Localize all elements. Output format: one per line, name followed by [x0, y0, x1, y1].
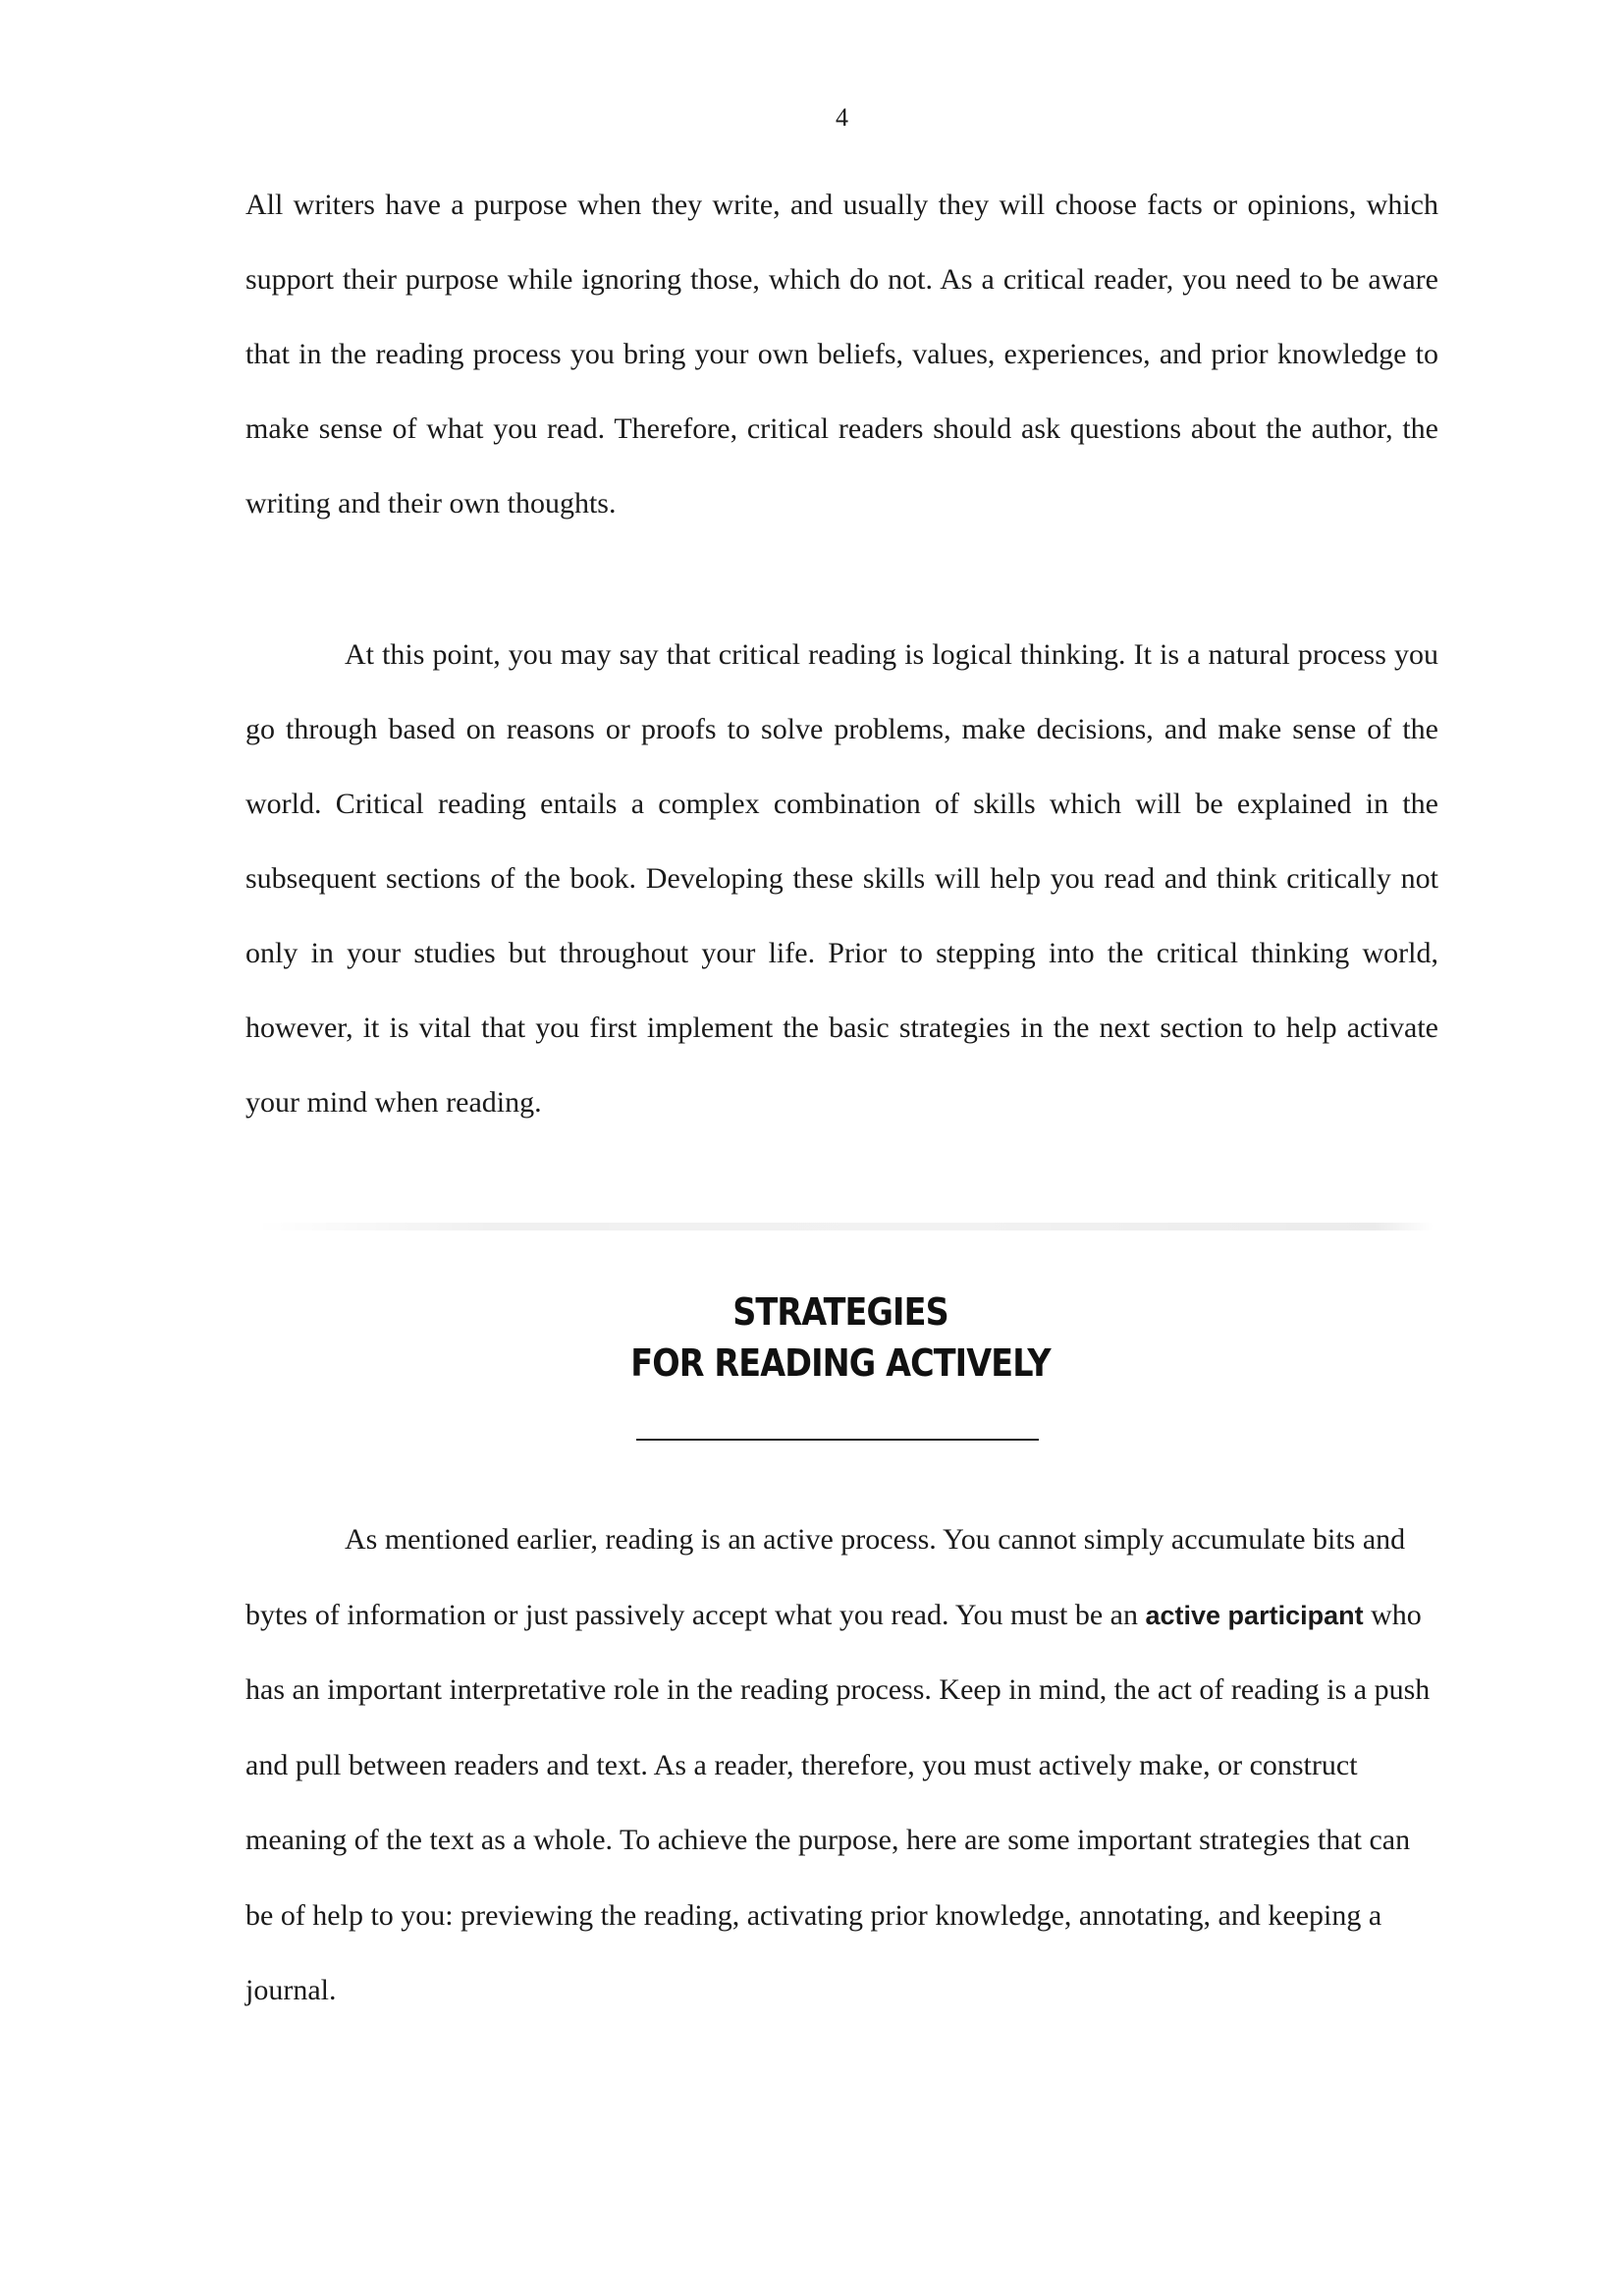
- paragraph-text-end: who has an important interpretative role in the reading process. Keep in mind, the act of reading is a push and pull between readers and text. As a reader, therefore, you must actively make, or construct meaning of the text as a whole. To achieve the purpose, here are some important strategies that can be of help to you: previewing the reading, activating prior knowledge, annotating, and keeping a journal.: [245, 1598, 1431, 2006]
- paragraph-text-start: As mentioned earlier, reading is an active process. You cannot simply accumulate bits and bytes of information or just passively accept what you read. You must be an: [245, 1523, 1406, 1631]
- bold-term-active-participant: active participant: [1145, 1600, 1364, 1630]
- scan-smudge: [255, 1223, 1434, 1230]
- page-number: 4: [836, 103, 848, 132]
- heading-underline-rule: [636, 1439, 1039, 1441]
- section-heading-line-2: FOR READING ACTIVELY: [630, 1341, 1051, 1385]
- section-heading-line-1: STRATEGIES: [732, 1290, 948, 1334]
- section-heading: [101, 1286, 1581, 1389]
- paragraph-critical-reader: All writers have a purpose when they write, and usually they will choose facts or opinions, which support their purpose while ignoring those, which do not. As a critical reader, you need to be aware that in the reading process you bring your own beliefs, values, experiences, and prior knowledge to make sense of what you read. Therefore, critical readers should ask questions about the author, the writing and their own thoughts.: [245, 189, 1438, 519]
- paragraph-active-process: [245, 1503, 1438, 2029]
- paragraph-logical-thinking: At this point, you may say that critical reading is logical thinking. It is a natural process you go through based on reasons or proofs to solve problems, make decisions, and make sense of the world. Critical reading entails a complex combination of skills which will be explained in the subsequent sections of the book. Developing these skills will help you read and think critically not only in your studies but throughout your life. Prior to stepping into the critical thinking world, however, it is vital that you first implement the basic strategies in the next section to help activate your mind when reading.: [245, 638, 1438, 1119]
